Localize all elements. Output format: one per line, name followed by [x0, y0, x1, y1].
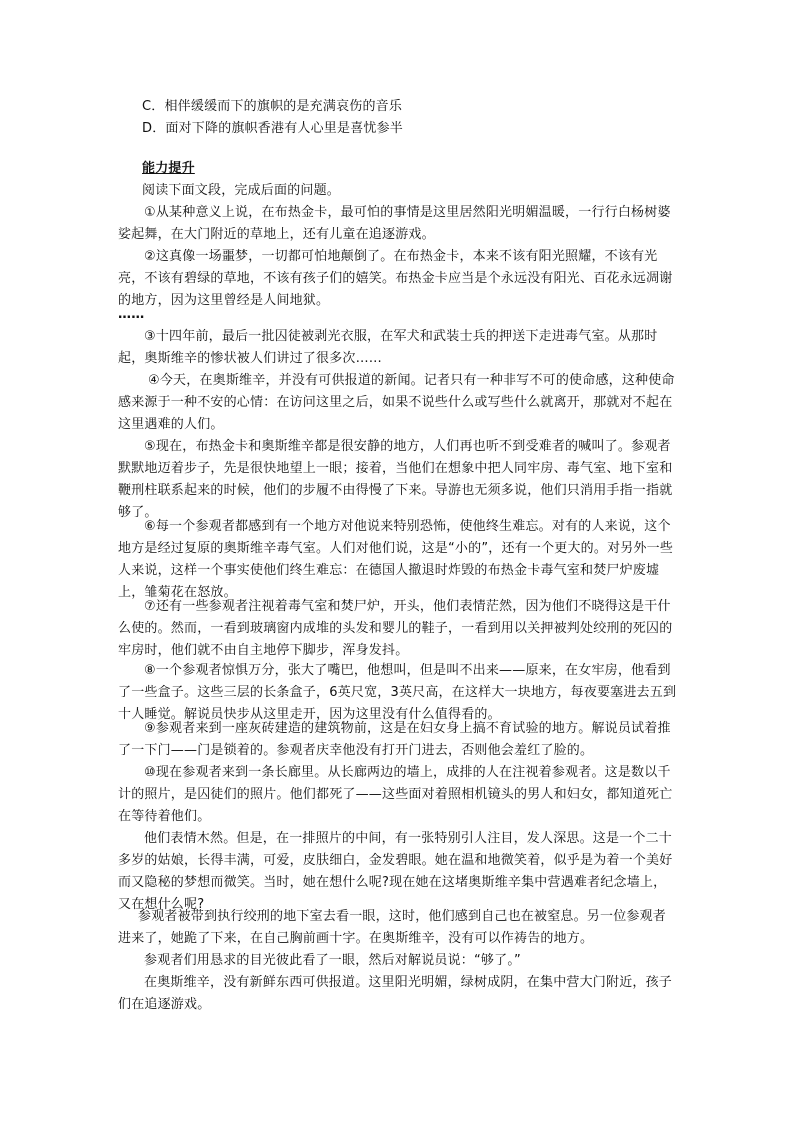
option-c: C．相伴缓缓而下的旗帜的是充满哀伤的音乐	[142, 99, 403, 114]
paragraph-4: ④今天，在奥斯维辛，并没有可供报道的新闻。记者只有一种非写不可的使命感，这种使命感来源于一种不安的心情：在访问这里之后，如果不说些什么或写些什么就离开，那就对不起在这里遇难的人们。	[118, 373, 675, 432]
paragraph-12: 参观者被带到执行绞刑的地下室去看一眼，这时，他们感到自己也在被窒息。另一位参观者进来了，她跪了下来，在自己胸前画十字。在奥斯维辛，没有可以作祷告的地方。	[118, 909, 667, 946]
section-heading: 能力提升	[142, 161, 195, 176]
paragraph-11: 他们表情木然。但是，在一排照片的中间，有一张特别引人注目，发人深思。这是一个二十多岁的姑娘，长得丰满，可爱，皮肤细白，金发碧眼。她在温和地微笑着，似乎是为着一个美好而又隐秘的梦想而微笑。当时，她在想什么呢?现在她在这堵奥斯维辛集中营遇难者纪念墙上，又在想什么呢?	[118, 831, 673, 912]
paragraph-6: ⑥每一个参观者都感到有一个地方对他说来特别恐怖，使他终生难忘。对有的人来说，这个地方是经过复原的奥斯维辛毒气室。人们对他们说，这是“小的”，还有一个更大的。对另外一些人来说，这样一个事实使他们终生难忘：在德国人撤退时炸毁的布热金卡毒气室和焚尸炉废墟上，雏菊花在怒放。	[118, 519, 674, 600]
instruction: 阅读下面文段，完成后面的问题。	[142, 183, 341, 198]
paragraph-10: ⑩现在参观者来到一条长廊里。从长廊两边的墙上，成排的人在注视着参观者。这是数以千计的照片，是囚徒们的照片。他们都死了——这些面对着照相机镜头的男人和妇女，都知道死亡在等待着他们。	[118, 765, 673, 824]
paragraph-8: ⑧一个参观者惊惧万分，张大了嘴巴，他想叫，但是叫不出来——原来，在女牢房，他看到了一些盒子。这些三层的长条盒子，6英尺宽，3英尺高，在这样大一块地方，每夜要塞进去五到十人睡觉。解说员快步从这里走开，因为这里没有什么值得看的。	[118, 663, 677, 722]
paragraph-7: ⑦还有一些参观者注视着毒气室和焚尸炉，开头，他们表情茫然，因为他们不晓得这是干什么使的。然而，一看到玻璃窗内成堆的头发和婴儿的鞋子，一看到用以关押被判处绞刑的死囚的牢房时，他们就不由自主地停下脚步，浑身发抖。	[118, 599, 673, 658]
paragraph-14: 在奥斯维辛，没有新鲜东西可供报道。这里阳光明媚，绿树成阴，在集中营大门附近，孩子们在追逐游戏。	[118, 975, 673, 1012]
paragraph-2: ②这真像一场噩梦，一切都可怕地颠倒了。在布热金卡，本来不该有阳光照耀，不该有光亮，不该有碧绿的草地，不该有孩子们的嬉笑。布热金卡应当是个永远没有阳光、百花永远凋谢的地方，因为这里曾经是人间地狱。	[118, 249, 673, 308]
ellipsis: ……	[118, 307, 145, 322]
paragraph-3: ③十四年前，最后一批囚徒被剥光衣服，在军犬和武装士兵的押送下走进毒气室。从那时起，奥斯维辛的惨状被人们讲过了很多次……	[118, 329, 658, 366]
option-d: D．面对下降的旗帜香港有人心里是喜忧参半	[142, 121, 404, 136]
paragraph-5: ⑤现在，布热金卡和奥斯维辛都是很安静的地方，人们再也听不到受难者的喊叫了。参观者默默地迈着步子，先是很快地望上一眼；接着，当他们在想象中把人同牢房、毒气室、地下室和鞭刑柱联系起来的时候，他们的步履不由得慢了下来。导游也无须多说，他们只消用手指一指就够了。	[118, 439, 673, 520]
paragraph-13: 参观者们用恳求的目光彼此看了一眼，然后对解说员说：“够了。”	[144, 953, 521, 968]
paragraph-1: ①从某种意义上说，在布热金卡，最可怕的事情是这里居然阳光明媚温暖，一行行白杨树婆娑起舞，在大门附近的草地上，还有儿童在追逐游戏。	[118, 205, 671, 242]
paragraph-9: ⑨参观者来到一座灰砖建造的建筑物前，这是在妇女身上搞不育试验的地方。解说员试着推了一下门——门是锁着的。参观者庆幸他没有打开门进去，否则他会羞红了脸的。	[118, 721, 671, 758]
